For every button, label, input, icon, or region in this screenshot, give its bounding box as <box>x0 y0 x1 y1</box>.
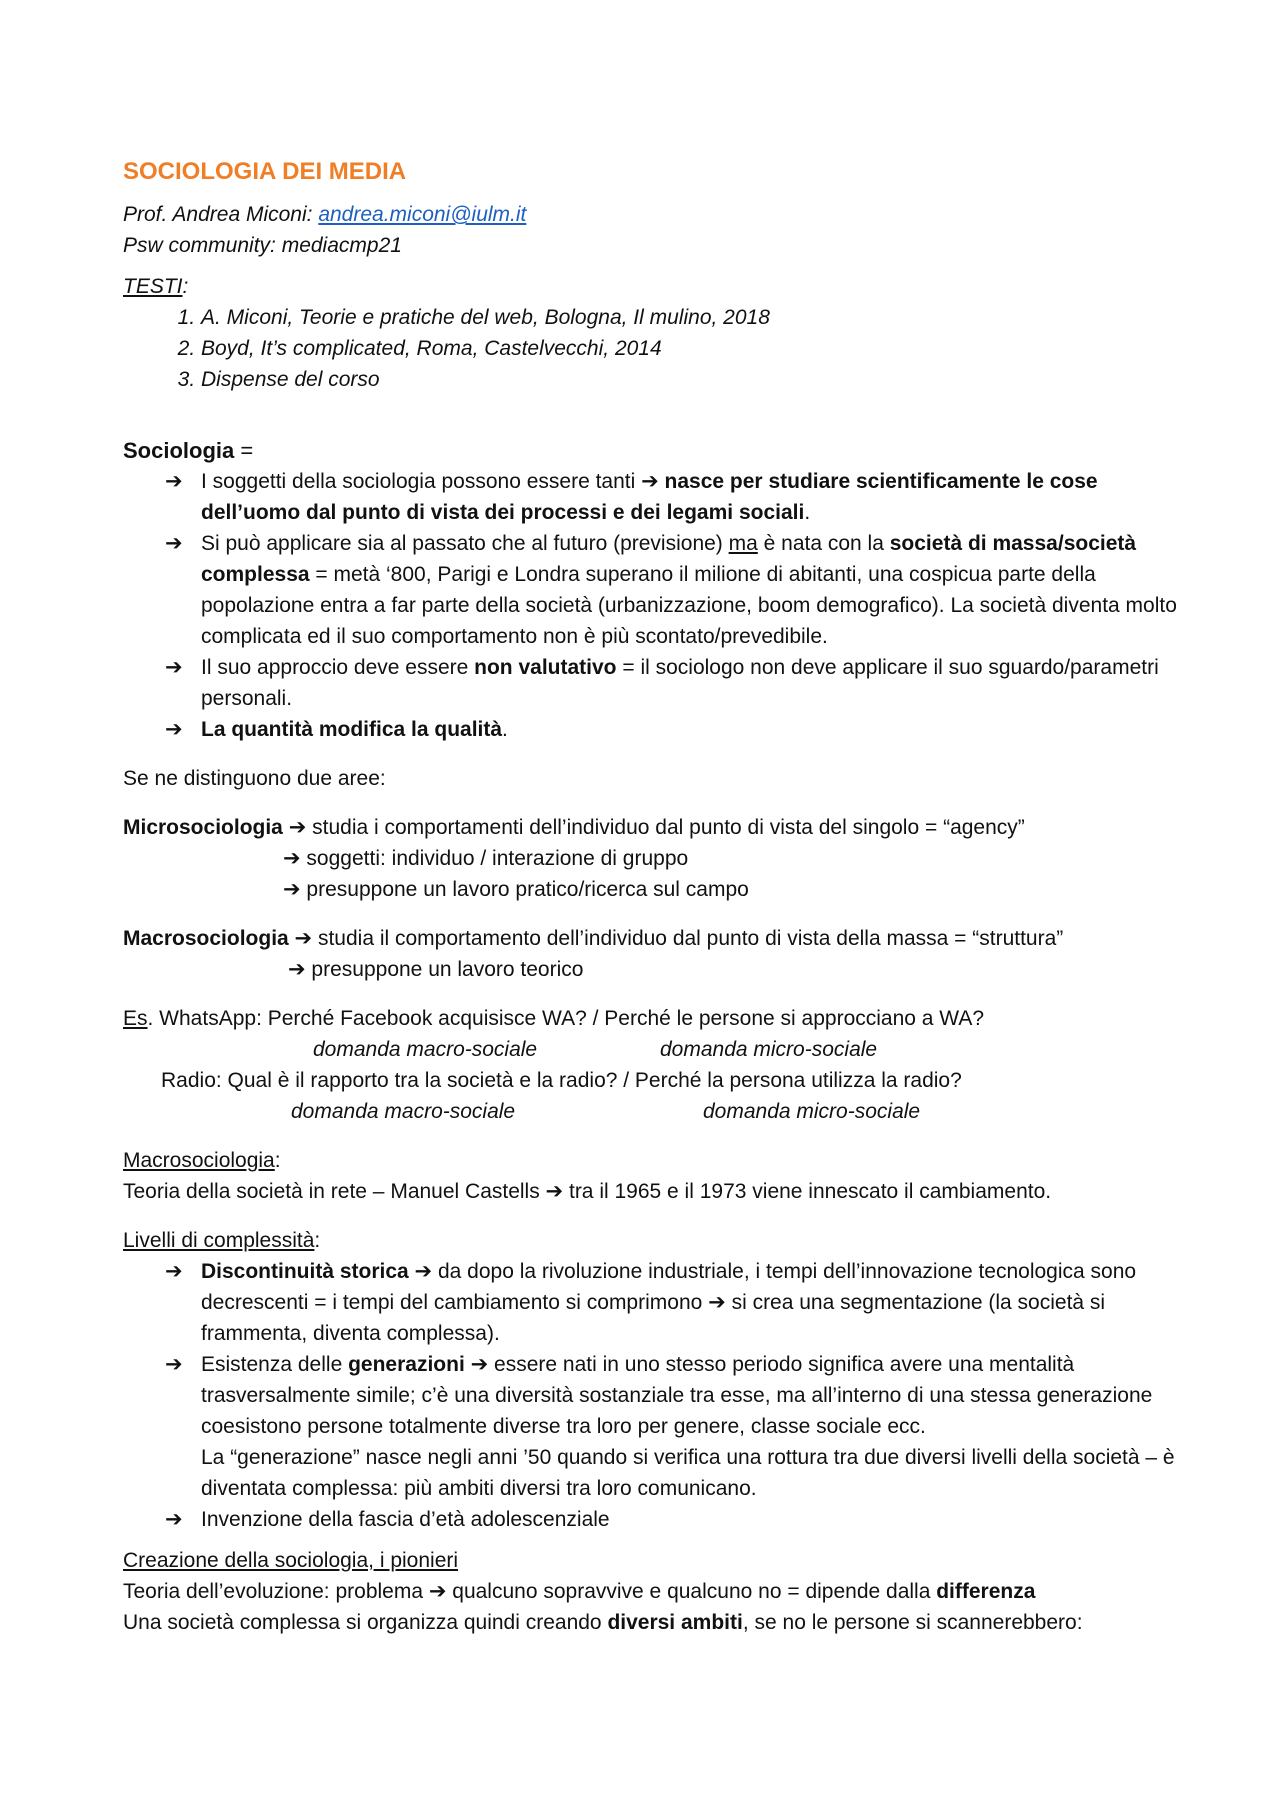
bullet-bold-text: La quantità modifica la qualità <box>201 718 503 741</box>
bullet-text: ➔ da dopo la rivoluzione industriale, i tempi dell’innovazione tecnologica sono decrescenti = i tempi del cambiamento si comprimono ➔ si crea una segmentazione (la società si frammenta, diventa complessa). <box>201 1260 1137 1345</box>
livelli-heading-label: Livelli di complessità <box>123 1229 315 1252</box>
pionieri-text: Una società complessa si organizza quindi creando <box>123 1611 608 1634</box>
pionieri-heading: Creazione della sociologia, i pionieri <box>123 1549 459 1572</box>
psw-line: Psw community: mediacmp21 <box>123 234 402 257</box>
micro-line-1 <box>123 812 1183 843</box>
list-item: 1. A. Miconi, Teorie e pratiche del web, Bologna, Il mulino, 2018 <box>201 302 1183 333</box>
macro-text: ➔ studia il comportamento dell’individuo dal punto di vista della massa = “struttura” <box>288 927 1064 950</box>
page-title: SOCIOLOGIA DEI MEDIA <box>123 158 407 185</box>
arrow-bullet-icon: ➔ <box>165 1353 183 1376</box>
sociologia-heading-label: Sociologia <box>123 438 235 463</box>
livelli-bullets <box>123 1256 1183 1535</box>
arrow-bullet-icon: ➔ <box>165 718 183 741</box>
list-item <box>165 714 1183 745</box>
pionieri-line-1 <box>123 1576 1183 1607</box>
list-item <box>165 466 1183 528</box>
micro-line-2: ➔ soggetti: individuo / interazione di gruppo <box>283 847 689 870</box>
bullet-text: è nata con la <box>757 532 890 555</box>
bullet-text-end: . <box>502 718 508 741</box>
bullet-bold-text: Discontinuità storica <box>201 1260 409 1283</box>
bullet-text-end: = metà ‘800, Parigi e Londra superano il milione di abitanti, una cospicua parte della popolazione entra a far parte della società (urbanizzazione, boom demografico). La società diventa molto complicata ed il suo comportamento non è più scontato/prevedibile. <box>201 563 1177 648</box>
bullet-text-end: = il sociologo non deve applicare il suo sguardo/parametri personali. <box>201 656 1159 710</box>
example-line-1 <box>123 1003 1183 1034</box>
macrosoc-heading-label: Macrosociologia <box>123 1149 275 1172</box>
testi-heading-label: TESTI <box>123 275 183 298</box>
prof-line <box>123 199 1183 230</box>
pionieri-bold-text: differenza <box>936 1580 1036 1603</box>
list-item <box>165 528 1183 652</box>
macro-question-label: domanda macro-sociale <box>291 1100 516 1123</box>
bullet-bold-text: generazioni <box>348 1353 465 1376</box>
arrow-bullet-icon: ➔ <box>165 1260 183 1283</box>
macro-heading: Macrosociologia <box>123 927 289 950</box>
bullet-text: Esistenza delle <box>201 1353 349 1376</box>
bullet-bold-text: non valutativo <box>474 656 617 679</box>
bullet-text: Il suo approccio deve essere <box>201 656 475 679</box>
bullet-underlined-text: ma <box>728 532 758 555</box>
micro-line-3: ➔ presuppone un lavoro pratico/ricerca sul campo <box>283 878 749 901</box>
example-es-label: Es <box>123 1007 148 1030</box>
livelli-heading-colon: : <box>314 1229 321 1252</box>
bullet-slash: / <box>1057 532 1064 555</box>
list-item: 2. Boyd, It’s complicated, Roma, Castelvecchi, 2014 <box>201 333 1183 364</box>
bullet-text: Si può applicare sia al passato che al futuro (previsione) <box>201 532 729 555</box>
pionieri-text: Teoria dell’evoluzione: problema ➔ qualcuno sopravvive e qualcuno no = dipende dalla <box>123 1580 937 1603</box>
bullet-bold-text: nasce per studiare scientificamente le cose dell’uomo dal punto di vista dei processi e dei legami sociali <box>201 470 1098 524</box>
sociologia-heading-eq: = <box>234 438 254 463</box>
arrow-bullet-icon: ➔ <box>165 1508 183 1531</box>
example-annotations-1 <box>123 1034 1183 1065</box>
micro-question-label: domanda micro-sociale <box>703 1100 921 1123</box>
bullet-text: I soggetti della sociologia possono essere tanti ➔ <box>201 470 665 493</box>
example-whatsapp-text: . WhatsApp: Perché Facebook acquisisce WA? / Perché le persone si approcciano a WA? <box>147 1007 985 1030</box>
list-item <box>165 652 1183 714</box>
macro-question-label: domanda macro-sociale <box>313 1038 538 1061</box>
testi-heading-colon: : <box>182 275 189 298</box>
pionieri-text-end: , se no le persone si scannerebbero: <box>742 1611 1083 1634</box>
pionieri-line-2 <box>123 1607 1183 1638</box>
testi-heading <box>123 271 1183 302</box>
macro-line-1 <box>123 923 1183 954</box>
macrosoc-heading-colon: : <box>274 1149 281 1172</box>
arrow-bullet-icon: ➔ <box>165 470 183 493</box>
bullet-text: ➔ essere nati in uno stesso periodo significa avere una mentalità trasversalmente simile; c’è una diversità sostanziale tra esse, ma all’interno di una stessa generazione coesistono persone totalmente diverse tra loro per genere, classe sociale ecc. <box>201 1353 1153 1438</box>
macro-line-2: ➔ presuppone un lavoro teorico <box>288 958 584 981</box>
macrosoc-text: Teoria della società in rete – Manuel Castells ➔ tra il 1965 e il 1973 viene innescato il cambiamento. <box>123 1180 1052 1203</box>
list-item <box>165 1349 1183 1504</box>
prof-email-link[interactable]: andrea.miconi@iulm.it <box>318 203 527 226</box>
arrow-bullet-icon: ➔ <box>165 656 183 679</box>
prof-label: Prof. Andrea Miconi: <box>123 203 319 226</box>
list-item: 3. Dispense del corso <box>201 364 1183 395</box>
micro-text: ➔ studia i comportamenti dell’individuo dal punto di vista del singolo = “agency” <box>282 816 1025 839</box>
list-item <box>165 1256 1183 1349</box>
aree-intro: Se ne distinguono due aree: <box>123 767 386 790</box>
bullet-text-end: . <box>804 501 811 524</box>
example-line-2: Radio: Qual è il rapporto tra la società e la radio? / Perché la persona utilizza la radio? <box>161 1069 962 1092</box>
bullet-text: Invenzione della fascia d’età adolescenziale <box>201 1508 610 1531</box>
micro-heading: Microsociologia <box>123 816 283 839</box>
sociologia-heading <box>123 435 1183 466</box>
bullet-bold-text: società complessa <box>201 532 1137 586</box>
testi-list <box>123 302 1183 395</box>
bullet-text-continued: La “generazione” nasce negli anni ’50 quando si verifica una rottura tra due diversi livelli della società – è diventata complessa: più ambiti diversi tra loro comunicano. <box>201 1446 1175 1500</box>
bullet-bold-text: società di massa <box>889 532 1058 555</box>
example-annotations-2 <box>123 1096 1183 1127</box>
micro-question-label: domanda micro-sociale <box>660 1038 878 1061</box>
document-body <box>123 155 1183 1638</box>
pionieri-bold-text: diversi ambiti <box>607 1611 743 1634</box>
sociologia-bullets <box>123 466 1183 745</box>
livelli-heading <box>123 1225 1183 1256</box>
macrosoc-heading <box>123 1145 1183 1176</box>
list-item <box>165 1504 1183 1535</box>
arrow-bullet-icon: ➔ <box>165 532 183 555</box>
